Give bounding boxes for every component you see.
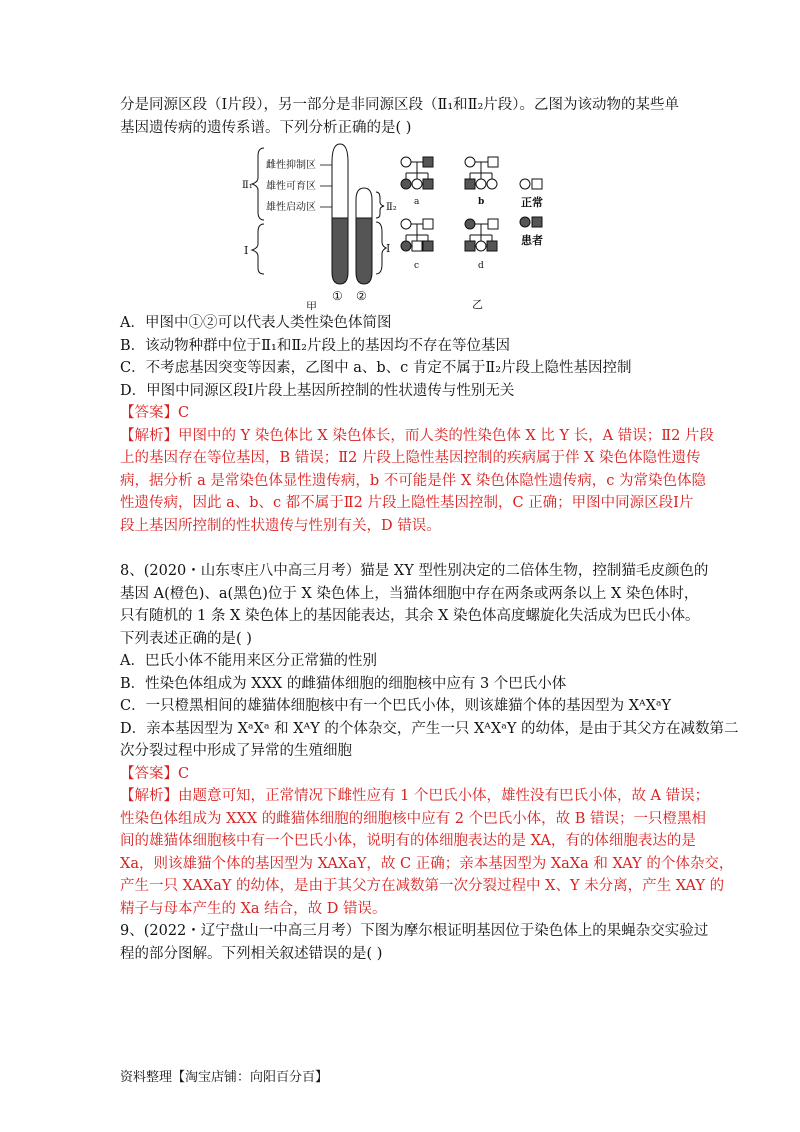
option-b: B．该动物种群中位于Ⅱ₁和Ⅱ₂片段上的基因均不存在等位基因 xyxy=(120,337,510,354)
chromosome-1-label: ① xyxy=(332,289,343,303)
bracket-II2 xyxy=(376,192,384,218)
pedigree-d xyxy=(465,219,498,251)
option-c: C．不考虑基因突变等因素，乙图中 a、b、c 肯定不属于Ⅱ₂片段上隐性基因控制 xyxy=(120,360,632,376)
text-line: 下列表述正确的是( ) xyxy=(120,630,252,647)
analysis-line: 上的基因存在等位基因，B 错误；Ⅱ2 片段上隐性基因控制的疾病属于伴 X 染色体隐性遗传 xyxy=(120,450,701,466)
analysis-line: 性遗传病，因此 a、b、c 都不属于Ⅱ2 片段上隐性基因控制，C 正确；甲图中同源区段Ⅰ片 xyxy=(120,495,694,511)
option-d: D．亲本基因型为 XᵃXᵃ 和 XᴬY 的个体杂交，产生一只 XᴬXᵃY 的幼体，是由于其父方在减数第二 xyxy=(120,720,739,737)
analysis-line: 病，据分析 a 是常染色体显性遗传病，b 不可能是伴 X 染色体隐性遗传病，c 为常染色体隐 xyxy=(120,472,707,489)
footer: 资料整理【淘宝店铺：向阳百分百】 xyxy=(120,1070,329,1085)
pedigree-c-label: c xyxy=(414,261,420,271)
figure-label-jia: 甲 xyxy=(306,300,317,310)
text-line: 只有随机的 1 条 X 染色体上的基因能表达，其余 X 染色体高度螺旋化失活成为巴氏小体。 xyxy=(120,608,700,624)
region-label: 雌性抑制区 xyxy=(266,160,316,171)
figure-label-yi: 乙 xyxy=(472,298,483,310)
analysis-line: 【解析】甲图中的 Y 染色体比 X 染色体长，而人类的性染色体 X 比 Y 长，A 错误；Ⅱ2 片段 xyxy=(120,427,714,444)
legend-normal: 正常 xyxy=(521,196,543,209)
pedigree-a xyxy=(401,157,433,189)
analysis-line: 产生一只 XAXaY 的幼体，是由于其父方在减数第一次分裂过程中 X、Y 未分离，产生 XAY 的 xyxy=(120,878,725,894)
pedigree-b xyxy=(465,157,498,189)
text-line: 分是同源区段（Ⅰ片段），另一部分是非同源区段（Ⅱ₁和Ⅱ₂片段）。乙图为该动物的某些单 xyxy=(120,97,680,113)
option-d-cont: 次分裂过程中形成了异常的生殖细胞 xyxy=(120,743,352,759)
option-d: D．甲图中同源区段Ⅰ片段上基因所控制的性状遗传与性别无关 xyxy=(120,382,515,399)
label-II1: Ⅱ₁ xyxy=(242,180,253,191)
analysis-line: 间的雄猫体细胞核中有一个巴氏小体，说明有的体细胞表达的是 XA，有的体细胞表达的是 xyxy=(120,833,696,849)
legend-patient: 患者 xyxy=(521,234,543,247)
question-9-line: 9、(2022・辽宁盘山一中高三月考）下图为摩尔根证明基因位于染色体上的果蝇杂交实验过 xyxy=(120,923,709,939)
pedigree-a-label: a xyxy=(414,197,420,207)
pedigree-b-label: b xyxy=(478,197,485,207)
region-label: 雄性启动区 xyxy=(266,202,316,213)
text-line: 基因遗传病的遗传系谱。下列分析正确的是( ) xyxy=(120,119,412,136)
chromosome-2-upper xyxy=(356,188,372,218)
analysis-line: 精子与母本产生的 Xa 结合，故 D 错误。 xyxy=(120,900,387,917)
label-I-right: Ⅰ xyxy=(386,242,391,255)
question-8 xyxy=(120,560,739,965)
chromosome-pedigree-figure xyxy=(240,142,570,310)
text-line: 8、(2020・山东枣庄八中高三月考）猫是 XY 型性别决定的二倍体生物，控制猫毛皮颜色的 xyxy=(120,563,709,579)
figure-svg xyxy=(240,142,570,310)
text-line: 基因 A(橙色)、a(黑色)位于 X 染色体上，当猫体细胞中存在两条或两条以上 X 染色体时， xyxy=(120,585,699,602)
option-b: B．性染色体组成为 XXX 的雌猫体细胞的细胞核中应有 3 个巴氏小体 xyxy=(120,675,567,692)
option-c: C．一只橙黑相间的雄猫体细胞核中有一个巴氏小体，则该雄猫个体的基因型为 XᴬXᵃY xyxy=(120,698,672,714)
bracket-II1 xyxy=(252,148,264,220)
analysis-line: 性染色体组成为 XXX 的雌猫体细胞的细胞核中应有 2 个巴氏小体，故 B 错误；一只橙黑相 xyxy=(120,810,707,827)
label-II2: Ⅱ₂ xyxy=(386,202,397,213)
pedigree-c xyxy=(401,219,433,251)
chromosome-2-lower xyxy=(356,218,372,284)
analysis-line: 段上基因所控制的性状遗传与性别有关，D 错误。 xyxy=(120,517,441,534)
region-label: 雄性可育区 xyxy=(266,181,316,192)
analysis-line: Xa，则该雄猫个体的基因型为 XAXaY，故 C 正确；亲本基因型为 XaXa 和 XAY 的个体杂交， xyxy=(120,855,734,872)
question-9-line: 程的部分图解。下列相关叙述错误的是( ) xyxy=(120,945,383,962)
label-I-left: Ⅰ xyxy=(244,244,249,257)
pedigree-d-label: d xyxy=(478,261,484,271)
answer: 【答案】C xyxy=(120,405,190,421)
chromosome-2-label: ② xyxy=(356,289,367,303)
bracket-I-left xyxy=(252,224,264,274)
chromosome-1-lower xyxy=(332,218,348,284)
question-7-options xyxy=(120,312,714,537)
bracket-I-right xyxy=(376,222,386,274)
question-7-stem xyxy=(120,94,690,139)
chromosome-1-upper xyxy=(332,144,348,218)
option-a: A．甲图中①②可以代表人类性染色体简图 xyxy=(120,315,392,331)
answer: 【答案】C xyxy=(120,765,190,782)
option-a: A．巴氏小体不能用来区分正常猫的性别 xyxy=(120,653,377,669)
analysis-line: 【解析】由题意可知，正常情况下雌性应有 1 个巴氏小体，雄性没有巴氏小体，故 A 错误； xyxy=(120,788,710,804)
